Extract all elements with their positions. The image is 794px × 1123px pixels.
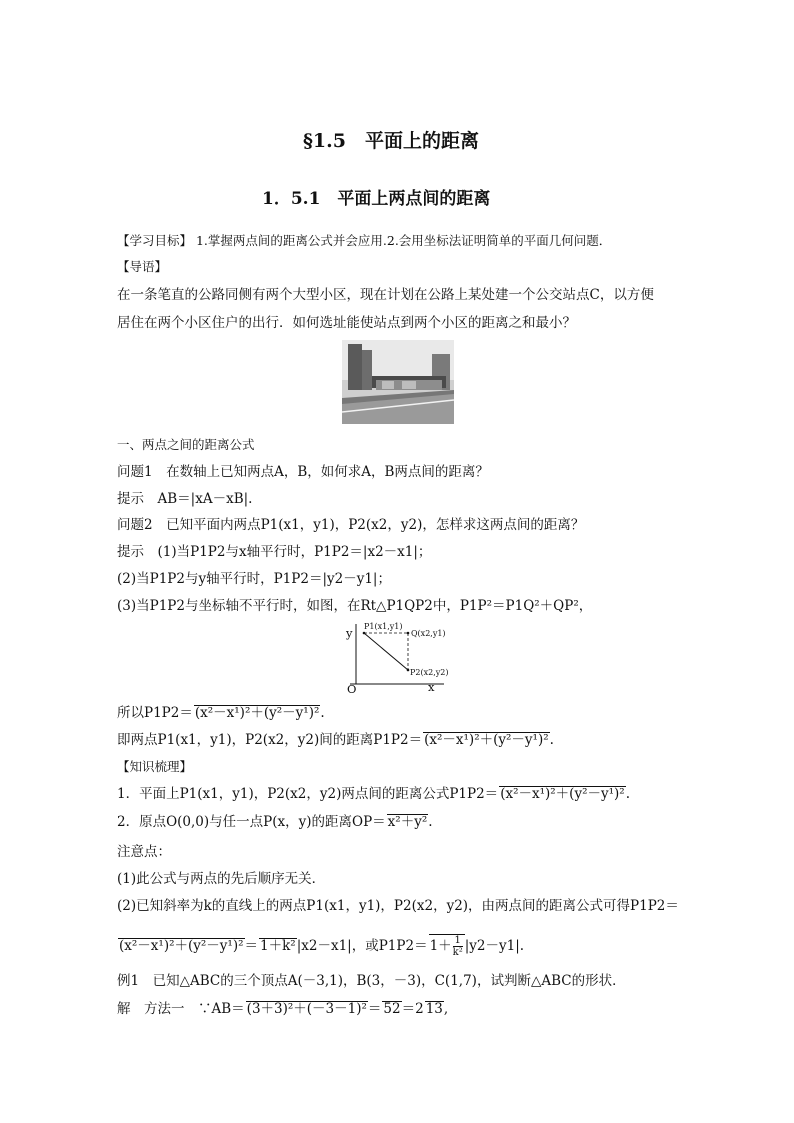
intro-text-line2: 居住在两个小区住户的出行．如何选址能使站点到两个小区的距离之和最小？ — [117, 315, 576, 331]
note2-sqrt1: (x²－x¹)²＋(y²－y¹)² — [119, 938, 244, 954]
result-prefix: 所以P1P2＝ — [117, 705, 193, 721]
solution-prefix: 解 方法一 ∵AB＝ — [117, 1001, 245, 1017]
k1-prefix: 1．平面上P1(x1，y1)，P2(x2，y2)两点间的距离公式P1P2＝ — [117, 786, 499, 802]
formula-prefix: 即两点P1(x1，y1)，P2(x2，y2)间的距离P1P2＝ — [117, 732, 423, 748]
k1-sqrt: (x²－x¹)²＋(y²－y¹)² — [500, 786, 625, 802]
intro-text-line1: 在一条笔直的公路同侧有两个大型小区，现在计划在公路上某处建一个公交站点C，以方便 — [117, 287, 654, 303]
k1-end: . — [625, 786, 631, 802]
hint-2-part3: (3)当P1P2与坐标轴不平行时，如图，在Rt△P1QP2中，P1P²＝P1Q²＋QP²， — [117, 598, 593, 614]
knowledge-heading: 【知识梳理】 — [117, 759, 193, 774]
result-end: . — [320, 705, 325, 721]
note2-sqrt3-term: 1＋ — [429, 938, 452, 954]
note-1: (1)此公式与两点的先后顺序无关． — [117, 871, 326, 887]
knowledge-item-1 — [117, 785, 630, 803]
distance-result-line — [117, 704, 325, 722]
learning-objectives: 【学习目标】 1.掌握两点间的距离公式并会应用.2.会用坐标法证明简单的平面几何问题． — [117, 233, 612, 248]
distance-formula-line — [117, 731, 554, 749]
formula-sqrt: (x²－x¹)²＋(y²－y¹)² — [424, 732, 549, 748]
k2-end: . — [428, 814, 433, 830]
fraction-denominator: k² — [452, 947, 463, 958]
question-1: 问题1 在数轴上已知两点A，B，如何求A，B两点间的距离？ — [117, 464, 489, 480]
solution-line — [117, 1000, 448, 1018]
note2-end: |y2－y1|. — [464, 938, 525, 954]
question-2: 问题2 已知平面内两点P1(x1，y1)，P2(x2，y2)，怎样求这两点间的距离？ — [117, 517, 585, 533]
note-2-formula — [117, 934, 524, 958]
solution-sqrt1: (3＋3)²＋(－3－1)² — [246, 1001, 367, 1017]
solution-eq2: ＝2 — [401, 1001, 424, 1017]
formula-end: . — [549, 732, 554, 748]
point-p2-label: P2(x2,y2) — [410, 668, 449, 677]
point-q-label: Q(x2,y1) — [411, 629, 446, 638]
note2-sqrt3 — [429, 934, 465, 958]
note-2: (2)已知斜率为k的直线上的两点P1(x1，y1)，P2(x2，y2)，由两点间的距离公式可得P1P2＝ — [117, 898, 679, 914]
note2-fraction — [453, 935, 463, 958]
fraction-numerator: 1 — [454, 935, 461, 946]
x-axis-label: x — [428, 680, 435, 694]
hint-2-part1: 提示 (1)当P1P2与x轴平行时，P1P2＝|x2－x1|； — [117, 544, 432, 560]
solution-eq1: ＝ — [367, 1001, 382, 1017]
knowledge-item-2 — [117, 813, 433, 831]
solution-sqrt3: 13 — [425, 1001, 443, 1017]
page-title: §1.5 平面上的距离 — [303, 130, 479, 152]
section-heading-1: 一、两点之间的距离公式 — [117, 437, 255, 452]
note-heading: 注意点： — [117, 844, 171, 860]
bus-stop-photo — [342, 340, 454, 424]
coordinate-diagram — [340, 620, 450, 696]
result-sqrt: (x²－x¹)²＋(y²－y¹)² — [194, 705, 320, 721]
example-1: 例1 已知△ABC的三个顶点A(－3,1)，B(3，－3)，C(1,7)，试判断△ABC的形状． — [117, 973, 626, 989]
y-axis-label: y — [346, 626, 353, 640]
section-subtitle: 1．5.1 平面上两点间的距离 — [262, 189, 491, 209]
origin-label: O — [347, 682, 357, 696]
note2-mid: |x2－x1|，或P1P2＝ — [296, 938, 428, 954]
point-p1-label: P1(x1,y1) — [364, 622, 403, 631]
intro-heading: 【导语】 — [117, 259, 168, 274]
k2-prefix: 2．原点O(0,0)与任一点P(x，y)的距离OP＝ — [117, 814, 386, 830]
note2-eq: ＝ — [244, 938, 259, 954]
solution-end: , — [443, 1001, 449, 1017]
solution-sqrt2: 52 — [383, 1001, 401, 1017]
hint-1: 提示 AB＝|xA－xB|. — [117, 491, 253, 507]
k2-sqrt: x²＋y² — [387, 814, 428, 830]
note2-sqrt2: 1＋k² — [260, 938, 296, 954]
hint-2-part2: (2)当P1P2与y轴平行时，P1P2＝|y2－y1|； — [117, 571, 391, 587]
